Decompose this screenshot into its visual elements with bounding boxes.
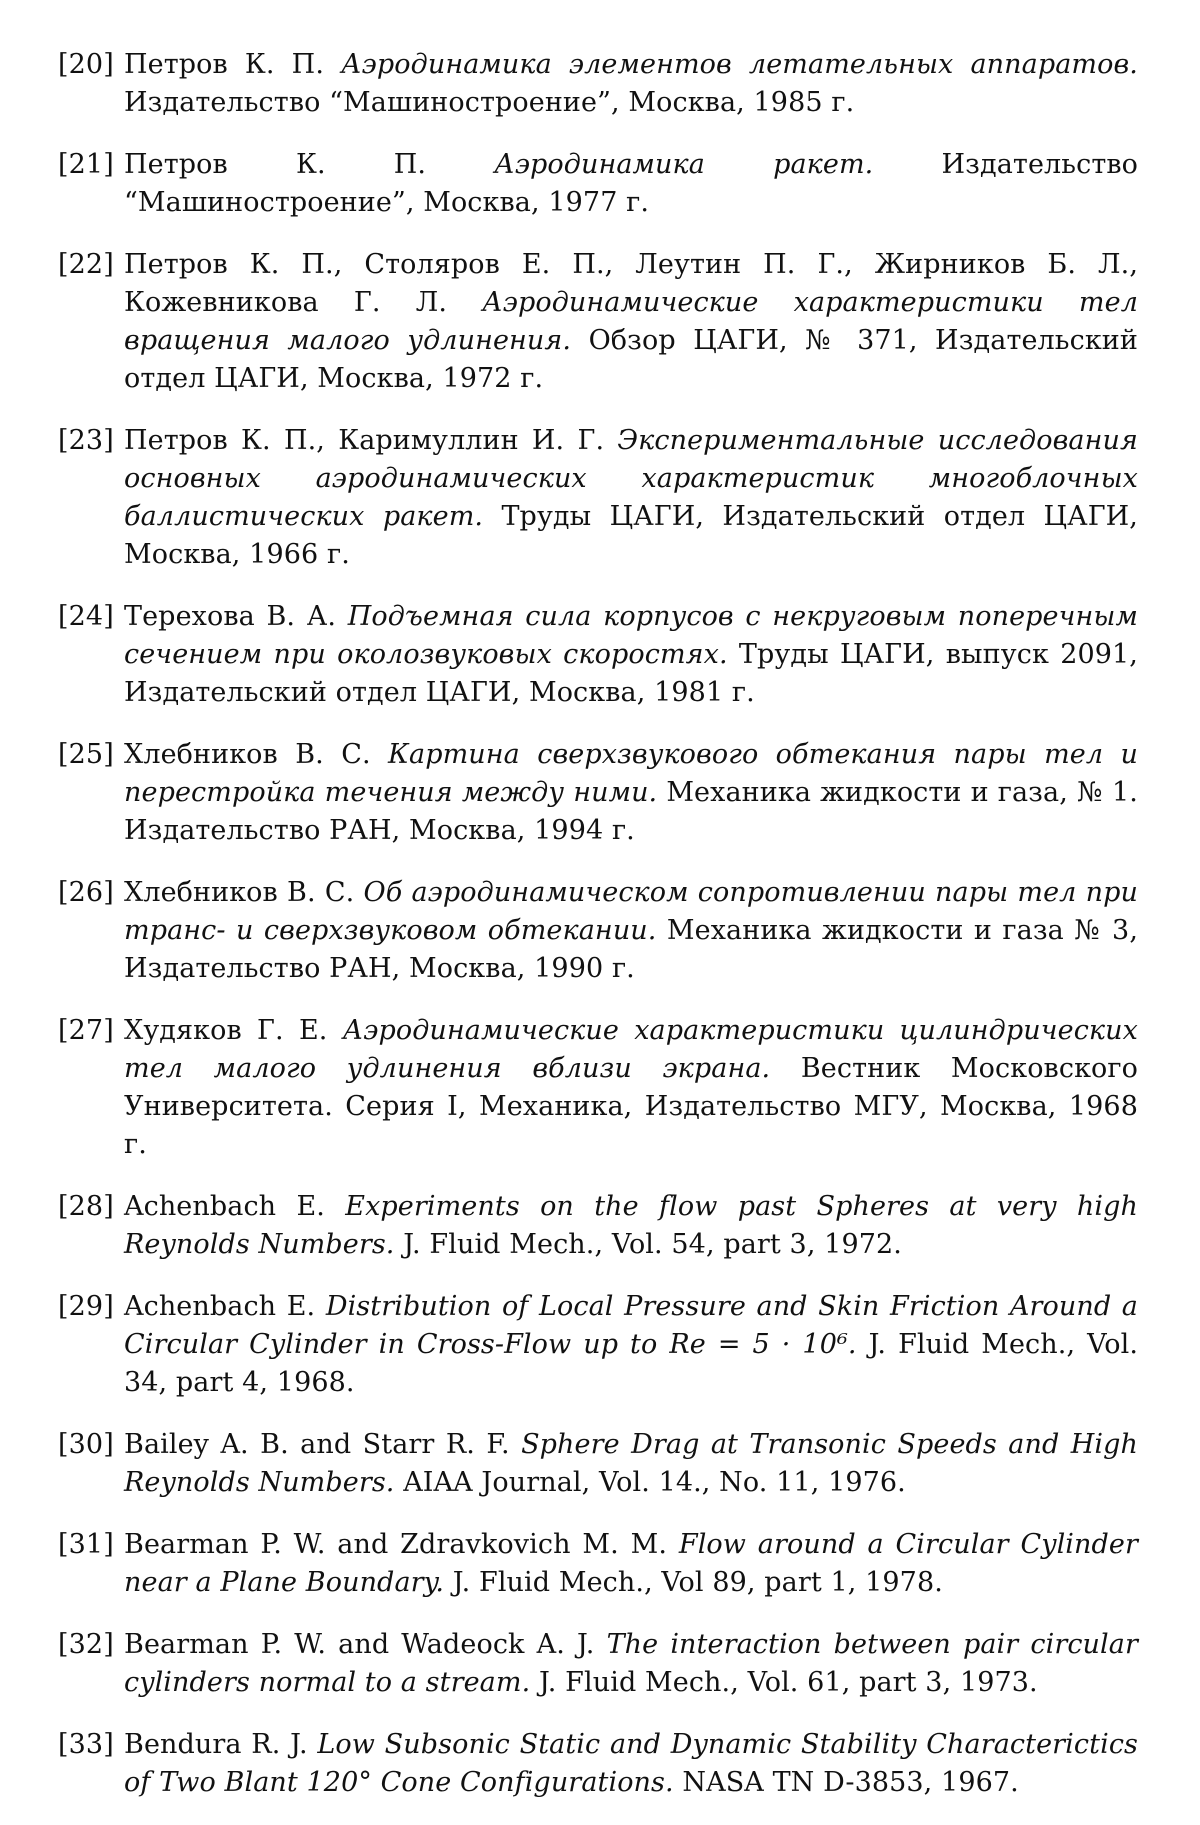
reference-title: Distribution of Local Pressure and Skin Friction Around a Circular Cylinder in Cross-Flow up to Re = 5 · 10⁶.: [124, 1291, 1138, 1360]
reference-number: [24]: [58, 601, 114, 632]
reference-number: [31]: [58, 1529, 114, 1560]
reference-entry-23: [58, 422, 1138, 574]
reference-number: [22]: [58, 249, 114, 280]
reference-authors: Achenbach E.: [124, 1191, 325, 1222]
reference-text: [124, 1012, 1138, 1164]
reference-text: [124, 246, 1138, 398]
reference-number: [32]: [58, 1629, 114, 1660]
reference-text: [124, 1426, 1138, 1502]
reference-title: Аэродинамические характеристики цилиндрических тел малого удлинения вблизи экрана.: [124, 1015, 1138, 1084]
reference-title: Подъемная сила корпусов с некруговым поперечным сечением при околозвуковых скоростях.: [124, 601, 1138, 670]
reference-details: Механика жидкости и газа, № 1. Издательство РАН, Москва, 1994 г.: [124, 777, 1138, 846]
reference-authors: Худяков Г. Е.: [124, 1015, 328, 1046]
reference-number: [33]: [58, 1729, 114, 1760]
reference-text: [124, 598, 1138, 712]
reference-authors: Петров К. П.: [124, 149, 427, 180]
reference-number: [29]: [58, 1291, 114, 1322]
reference-title: The interaction between pair circular cylinders normal to a stream.: [124, 1629, 1138, 1698]
reference-entry-31: [58, 1526, 1138, 1602]
reference-authors: Bailey A. B. and Starr R. F.: [124, 1429, 510, 1460]
reference-details: J. Fluid Mech., Vol. 54, part 3, 1972.: [403, 1229, 902, 1260]
reference-details: Обзор ЦАГИ, № 371, Издательский отдел ЦАГИ, Москва, 1972 г.: [124, 325, 1138, 394]
reference-number: [25]: [58, 739, 114, 770]
reference-number: [28]: [58, 1191, 114, 1222]
reference-authors: Петров К. П.: [124, 49, 325, 80]
reference-details: Механика жидкости и газа № 3, Издательство РАН, Москва, 1990 г.: [124, 915, 1139, 984]
reference-title: Sphere Drag at Transonic Speeds and High Reynolds Numbers.: [124, 1429, 1139, 1498]
reference-text: [124, 1188, 1138, 1264]
reference-number: [30]: [58, 1429, 114, 1460]
reference-entry-32: [58, 1626, 1138, 1702]
reference-authors: Bearman P. W. and Zdravkovich M. M.: [124, 1529, 668, 1560]
reference-details: J. Fluid Mech., Vol. 61, part 3, 1973.: [538, 1667, 1038, 1698]
reference-title: Experiments on the flow past Spheres at very high Reynolds Numbers.: [124, 1191, 1138, 1260]
reference-authors: Петров К. П., Столяров Е. П., Леутин П. Г., Жирников Б. Л., Кожевникова Г. Л.: [124, 249, 1138, 318]
reference-entry-28: [58, 1188, 1138, 1264]
reference-text: [124, 1626, 1138, 1702]
reference-text: [124, 874, 1138, 988]
reference-title: Аэродинамические характеристики тел вращения малого удлинения.: [124, 287, 1138, 356]
reference-authors: Achenbach E.: [124, 1291, 316, 1322]
reference-title: Картина сверхзвукового обтекания пары тел и перестройка течения между ними.: [124, 739, 1138, 808]
reference-authors: Хлебников В. С.: [124, 739, 371, 770]
reference-text: [124, 1526, 1138, 1602]
reference-text: [124, 422, 1138, 574]
reference-entry-25: [58, 736, 1138, 850]
reference-entry-22: [58, 246, 1138, 398]
reference-authors: Петров К. П., Каримуллин И. Г.: [124, 425, 605, 456]
reference-details: AIAA Journal, Vol. 14., No. 11, 1976.: [403, 1467, 906, 1498]
reference-entry-30: [58, 1426, 1138, 1502]
reference-title: Об аэродинамическом сопротивлении пары тел при транс- и сверхзвуковом обтекании.: [124, 877, 1138, 946]
reference-entry-24: [58, 598, 1138, 712]
reference-text: [124, 146, 1138, 222]
reference-entry-20: [58, 46, 1138, 122]
reference-entry-27: [58, 1012, 1138, 1164]
reference-title: Аэродинамика элементов летательных аппаратов.: [341, 49, 1138, 80]
reference-authors: Bendura R. J.: [124, 1729, 308, 1760]
reference-details: Вестник Московского Университета. Серия I, Механика, Издательство МГУ, Москва, 1968 г.: [124, 1053, 1139, 1160]
reference-number: [27]: [58, 1015, 114, 1046]
reference-details: J. Fluid Mech., Vol 89, part 1, 1978.: [452, 1567, 943, 1598]
reference-authors: Bearman P. W. and Wadeock A. J.: [124, 1629, 595, 1660]
reference-entry-29: [58, 1288, 1138, 1402]
reference-entry-33: [58, 1726, 1138, 1802]
reference-number: [23]: [58, 425, 114, 456]
reference-number: [26]: [58, 877, 114, 908]
reference-details: Издательство “Машиностроение”, Москва, 1977 г.: [124, 149, 1139, 218]
reference-details: Труды ЦАГИ, Издательский отдел ЦАГИ, Москва, 1966 г.: [124, 501, 1138, 570]
bibliography-list: [58, 46, 1138, 1802]
reference-title: Экспериментальные исследования основных аэродинамических характеристик многоблочных баллистических ракет.: [124, 425, 1138, 532]
reference-details: J. Fluid Mech., Vol. 34, part 4, 1968.: [124, 1329, 1139, 1398]
reference-authors: Хлебников В. С.: [124, 877, 355, 908]
reference-details: NASA TN D-3853, 1967.: [682, 1767, 1019, 1798]
reference-text: [124, 1726, 1138, 1802]
reference-entry-21: [58, 146, 1138, 222]
reference-details: Труды ЦАГИ, выпуск 2091, Издательский отдел ЦАГИ, Москва, 1981 г.: [124, 639, 1138, 708]
reference-details: Издательство “Машиностроение”, Москва, 1985 г.: [124, 87, 855, 118]
reference-text: [124, 46, 1138, 122]
reference-number: [21]: [58, 149, 114, 180]
reference-title: Low Subsonic Static and Dynamic Stability Characterictics of Two Blant 120° Cone Configurations.: [124, 1729, 1138, 1798]
reference-authors: Терехова В. А.: [124, 601, 337, 632]
reference-number: [20]: [58, 49, 114, 80]
reference-title: Аэродинамика ракет.: [494, 149, 874, 180]
reference-title: Flow around a Circular Cylinder near a Plane Boundary.: [124, 1529, 1138, 1598]
reference-entry-26: [58, 874, 1138, 988]
reference-text: [124, 1288, 1138, 1402]
reference-text: [124, 736, 1138, 850]
